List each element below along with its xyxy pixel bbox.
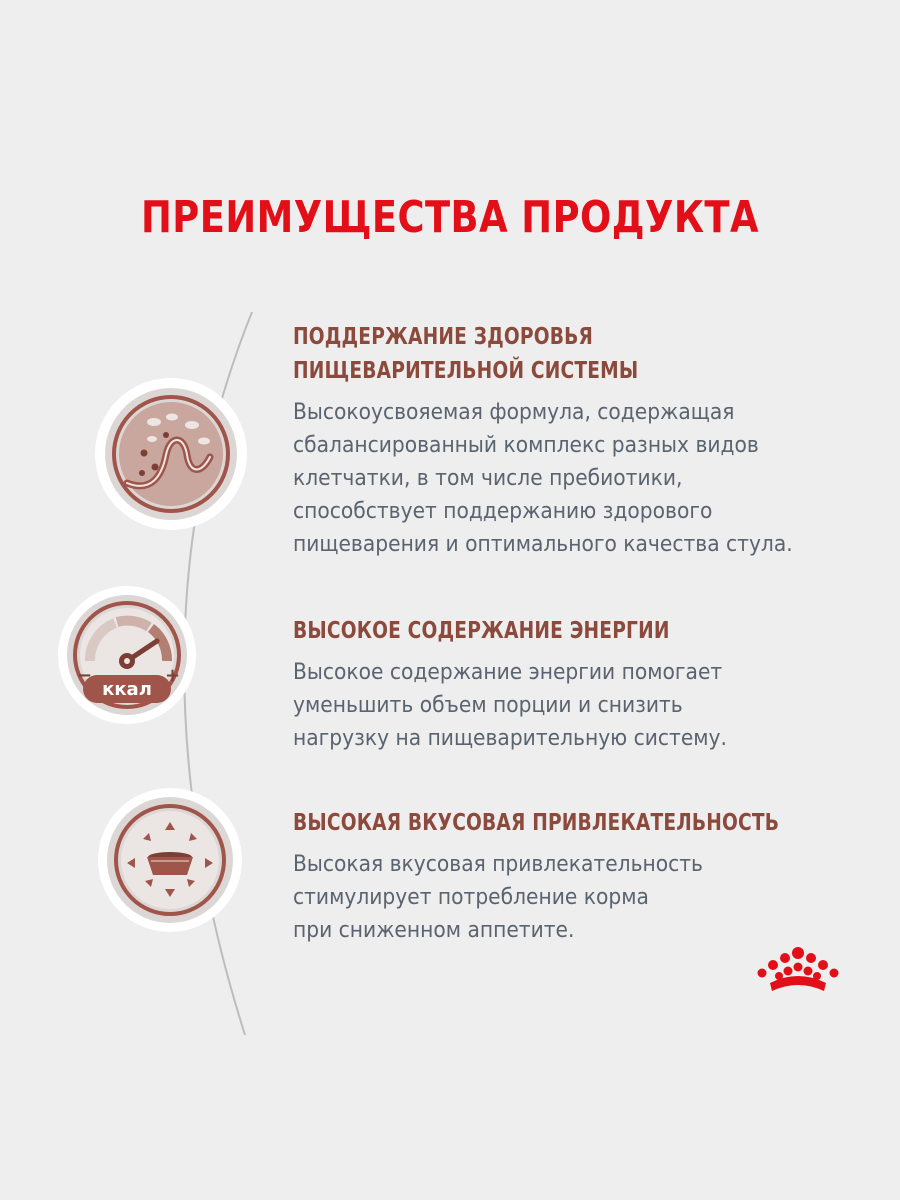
benefit-text: Высокоусвояемая формула, содержащая сбалансированный комплекс разных видов клетчатки, в том числе пребиотики, способствует поддержанию здорового пищеварения и оптимального качества стула. xyxy=(293,399,793,557)
benefit-heading: ВЫСОКАЯ ВКУСОВАЯ ПРИВЛЕКАТЕЛЬНОСТЬ xyxy=(293,810,780,836)
benefit-palatability xyxy=(293,806,883,947)
digestive-health-icon xyxy=(92,375,250,533)
svg-text:+: + xyxy=(165,665,181,686)
energy-gauge-icon xyxy=(55,583,199,727)
svg-text:−: − xyxy=(77,665,93,686)
benefit-text: Высокое содержание энергии помогает уменьшить объем порции и снизить нагрузку на пищеварительную систему. xyxy=(293,659,727,751)
benefit-heading: ПОДДЕРЖАНИЕ ЗДОРОВЬЯ ПИЩЕВАРИТЕЛЬНОЙ СИСТЕМЫ xyxy=(293,324,639,384)
page-title: ПРЕИМУЩЕСТВА ПРОДУКТА xyxy=(141,192,759,243)
benefit-heading: ВЫСОКОЕ СОДЕРЖАНИЕ ЭНЕРГИИ xyxy=(293,618,670,644)
benefit-digestive xyxy=(293,320,883,561)
benefit-energy xyxy=(293,614,883,755)
benefit-text: Высокая вкусовая привлекательность стимулирует потребление корма при сниженном аппетите. xyxy=(293,851,703,943)
palatability-bowl-icon xyxy=(95,785,245,935)
kcal-label: ккал xyxy=(102,679,152,700)
royal-canin-crown-logo xyxy=(752,945,844,1003)
